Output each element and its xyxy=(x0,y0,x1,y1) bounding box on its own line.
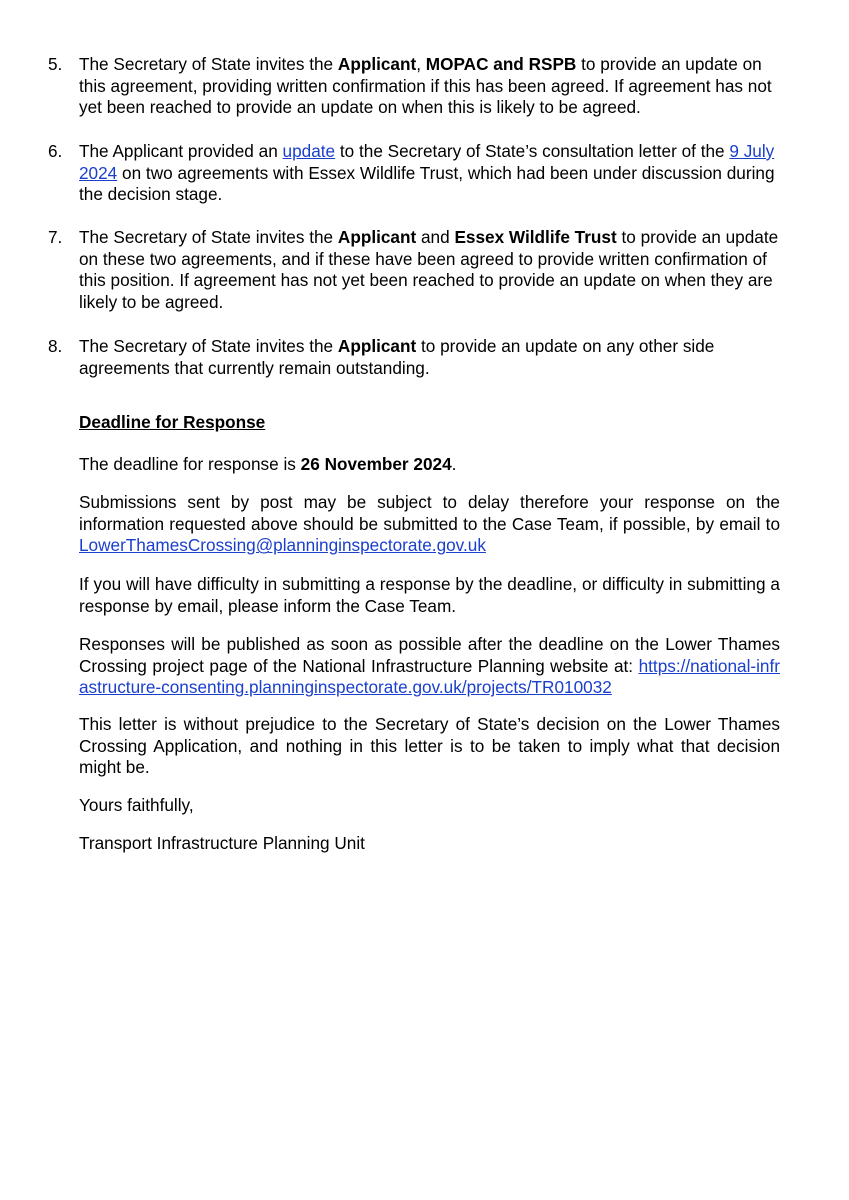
deadline-date: 26 November 2024 xyxy=(300,454,452,474)
mopac-rspb-bold: MOPAC and RSPB xyxy=(425,54,577,74)
deadline-statement: The deadline for response is 26 November 2024. xyxy=(79,454,457,474)
item-number: 7. xyxy=(48,227,63,247)
case-team-email-link[interactable]: LowerThamesCrossing@planninginspectorate.gov.uk xyxy=(79,535,486,556)
item-number: 6. xyxy=(48,141,63,161)
list-item-6 xyxy=(48,141,788,206)
item-number: 8. xyxy=(48,336,63,356)
applicant-bold: Applicant xyxy=(337,227,417,247)
submissions-paragraph: Submissions sent by post may be subject to delay therefore your response on the information requested above should be submitted to the Case Team, if possible, by email to LowerThamesCrossing@planninginspectorate.gov.uk xyxy=(79,492,780,556)
list-item-5 xyxy=(48,54,788,119)
salutation: Yours faithfully, xyxy=(79,795,194,815)
list-item-7 xyxy=(48,227,788,314)
applicant-bold: Applicant xyxy=(337,54,417,74)
publication-paragraph: Responses will be published as soon as possible after the deadline on the Lower Thames Crossing project page of the National Infrastructure Planning website at: https://national-infrastructure-consenting.planninginspectorate.gov.uk/projects/TR010032 xyxy=(79,634,780,698)
essex-wildlife-trust-bold: Essex Wildlife Trust xyxy=(454,227,617,247)
item-text: The Secretary of State invites the Applicant to provide an update on any other side agreements that currently remain outstanding. xyxy=(79,336,715,378)
item-text: The Applicant provided an update to the Secretary of State’s consultation letter of the 9 July 2024 on two agreements with Essex Wildlife Trust, which had been under discussion during the decision stage. xyxy=(79,141,775,205)
list-item-8 xyxy=(48,336,788,379)
item-text: The Secretary of State invites the Applicant, MOPAC and RSPB to provide an update on this agreement, providing written confirmation if this has been agreed. If agreement has not yet been reached to provide an update on when this is likely to be agreed. xyxy=(79,54,772,118)
prejudice-paragraph: This letter is without prejudice to the Secretary of State’s decision on the Lower Thames Crossing Application, and nothing in this letter is to be taken to imply what that decision might be. xyxy=(79,714,780,778)
signatory: Transport Infrastructure Planning Unit xyxy=(79,833,365,853)
update-link[interactable]: update xyxy=(282,141,336,161)
deadline-heading: Deadline for Response xyxy=(79,412,266,432)
item-text: The Secretary of State invites the Applicant and Essex Wildlife Trust to provide an update on these two agreements, and if these have been agreed to provide written confirmation of this position. If agreement has not yet been reached to provide an update on when they are likely to be agreed. xyxy=(79,227,779,313)
applicant-bold: Applicant xyxy=(337,336,417,356)
difficulty-paragraph: If you will have difficulty in submitting a response by the deadline, or difficulty in submitting a response by email, please inform the Case Team. xyxy=(79,574,780,616)
project-page-link[interactable]: https://national-infrastructure-consenting.planninginspectorate.gov.uk/projects/TR010032 xyxy=(79,655,780,698)
item-number: 5. xyxy=(48,54,63,74)
july-2024-letter-link[interactable]: 9 July 2024 xyxy=(79,141,775,183)
